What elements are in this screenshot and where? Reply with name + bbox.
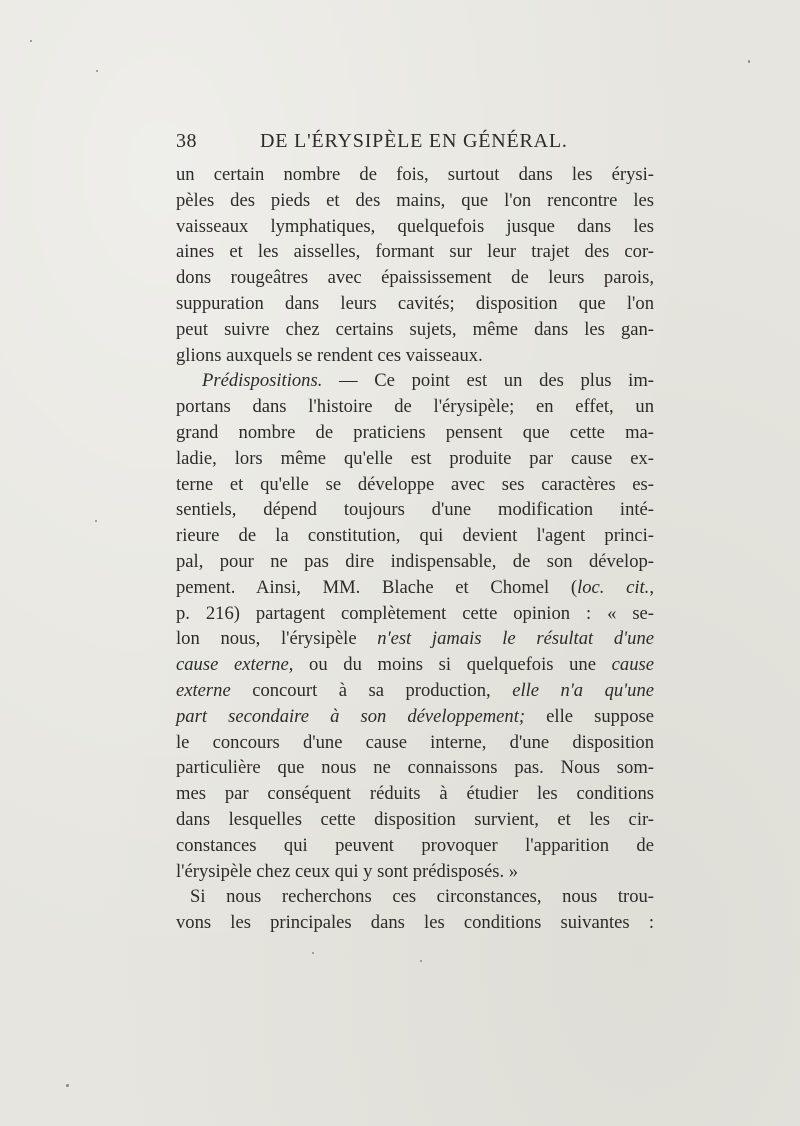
text-line: part secondaire à son développement; elle suppose [176, 705, 655, 727]
text-line: rieure de la constitution, qui devient l'agent princi- [176, 525, 654, 547]
text-line: suppuration dans leurs cavités; disposition que l'on [176, 292, 654, 314]
page-header [176, 130, 654, 160]
text-line: un certain nombre de fois, surtout dans les érysi- [176, 164, 654, 185]
text-line: grand nombre de praticiens pensent que cette ma- [176, 421, 654, 443]
paper-speck [312, 952, 314, 954]
text-line: mes par conséquent réduits à étudier les conditions [176, 783, 654, 805]
paper-speck [96, 70, 98, 72]
page-number: 38 [176, 130, 197, 152]
text-line: pèles des pieds et des mains, que l'on rencontre les [176, 189, 654, 211]
text-line: terne et qu'elle se développe avec ses caractères es- [176, 473, 654, 495]
text-line: cause externe, ou du moins si quelquefois une cause [176, 654, 654, 676]
text-line: aines et les aisselles, formant sur leur trajet des cor- [176, 241, 654, 263]
paper-speck [748, 60, 750, 63]
text-line: pement. Ainsi, MM. Blache et Chomel (loc. cit., [176, 576, 654, 598]
text-line: sentiels, dépend toujours d'une modification inté- [176, 499, 654, 521]
text-line: portans dans l'histoire de l'érysipèle; en effet, un [176, 396, 654, 418]
text-line: constances qui peuvent provoquer l'apparition de [176, 834, 654, 856]
text-line: ladie, lors même qu'elle est produite par cause ex- [176, 447, 654, 469]
text-line: externe concourt à sa production, elle n'a qu'une [176, 679, 654, 701]
section-heading: Prédispositions. [202, 370, 323, 392]
text-line: glions auxquels se rendent ces vaisseaux. [176, 344, 483, 366]
text-line: dans lesquelles cette disposition survient, et les cir- [176, 808, 654, 830]
text-line: lon nous, l'érysipèle n'est jamais le résultat d'une [176, 628, 655, 650]
text-line: le concours d'une cause interne, d'une disposition [176, 731, 654, 753]
body-text [176, 162, 654, 936]
text-line: dons rougeâtres avec épaississement de leurs parois, [176, 267, 654, 289]
text-line: p. 216) partagent complètement cette opinion : « se- [176, 602, 654, 624]
text-line: vons les principales dans les conditions suivantes : [176, 912, 654, 934]
paper-speck [420, 960, 422, 962]
running-title: DE L'ÉRYSIPÈLE EN GÉNÉRAL. [260, 130, 568, 152]
text-line: particulière que nous ne connaissons pas. Nous som- [176, 757, 654, 779]
paper-speck [30, 40, 32, 42]
text-line: Si nous recherchons ces circonstances, nous trou- [190, 886, 654, 908]
text-line: l'érysipèle chez ceux qui y sont prédisposés. » [176, 860, 519, 882]
text-line: peut suivre chez certains sujets, même dans les gan- [176, 318, 654, 340]
text-line: vaisseaux lymphatiques, quelquefois jusque dans les [176, 215, 654, 237]
paper-speck [95, 520, 97, 522]
text-line: pal, pour ne pas dire indispensable, de son dévelop- [176, 550, 654, 572]
paper-speck [66, 1084, 69, 1087]
text-line: Prédispositions. — Ce point est un des plus im- [202, 370, 654, 392]
